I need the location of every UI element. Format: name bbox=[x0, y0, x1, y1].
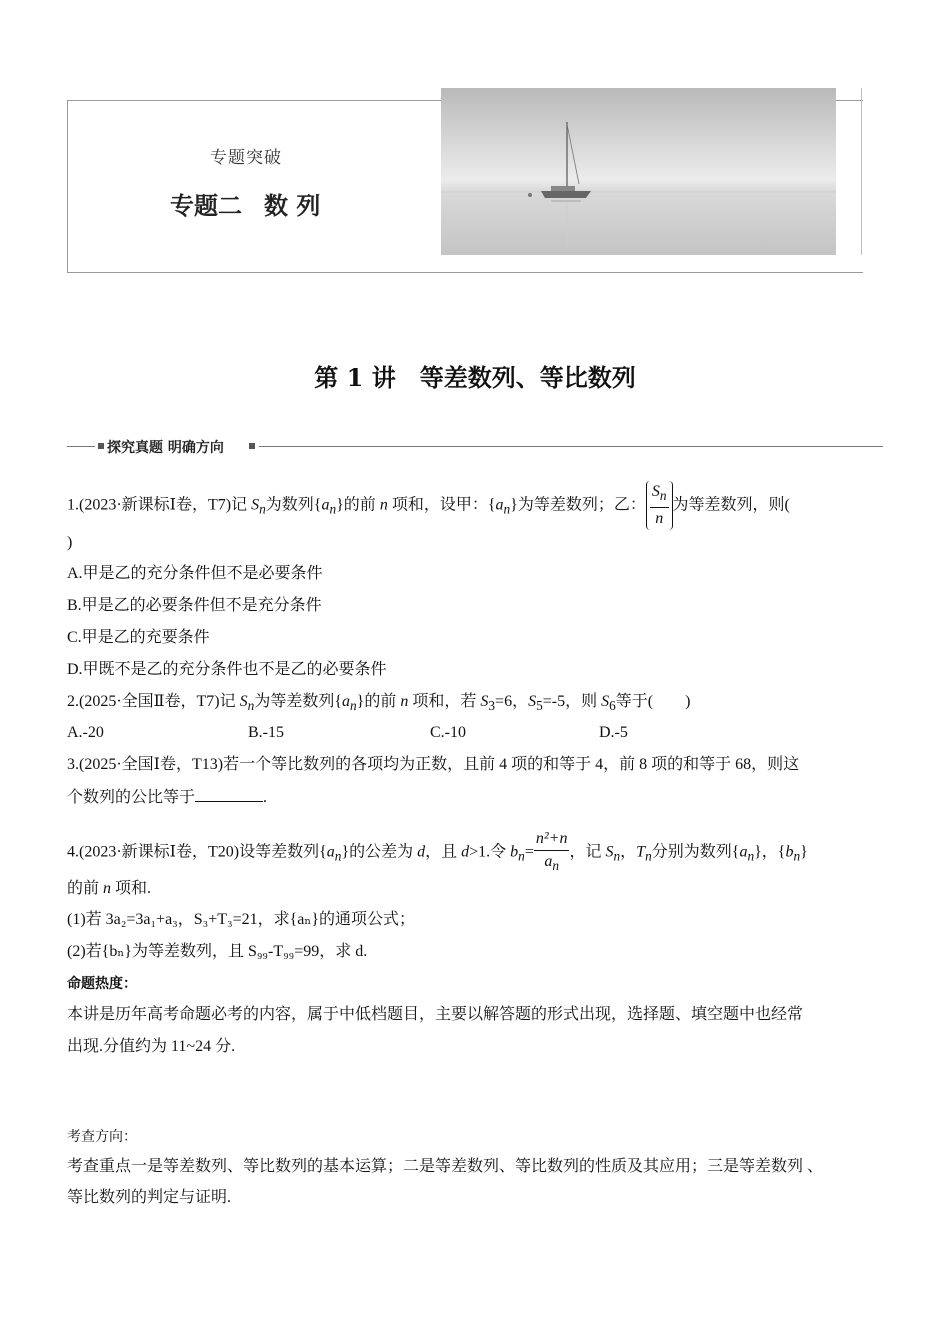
direction-heading: 考查方向： bbox=[67, 1129, 137, 1145]
direction-line2: 等比数列的判定与证明. bbox=[67, 1189, 232, 1206]
section-heading: 探究真题 明确方向 bbox=[107, 440, 224, 456]
q4-part2: (2)若{bₙ}为等差数列，且 S₉₉-T₉₉=99，求 d. bbox=[67, 943, 368, 960]
q2-option-d: D.-5 bbox=[599, 724, 628, 741]
heat-heading: 命题热度： bbox=[67, 976, 137, 992]
heat-line1: 本讲是历年高考命题必考的内容，属于中低档题目，主要以解答题的形式出现，选择题、填空题中也经常 bbox=[67, 1006, 804, 1023]
bn-fraction: $\frac{\text{n²+n}}{a_n}$ bbox=[535, 830, 568, 874]
q4-stem: 4.(2023·新课标Ⅰ卷，T20)设等差数列$\{a_n\}$的公差为 d，且 d>1.令 $b_n=$ $\frac{\text{n²+n}}{a_n}$ ，记 $S_n$，$T_n$分别为数列$\{a_n\}$，$\{b_n\}$ bbox=[67, 828, 808, 877]
fraction-set: $\frac{S_n}{n}$ bbox=[646, 481, 673, 530]
q1-option-b: B.甲是乙的必要条件但不是充分条件 bbox=[67, 597, 322, 614]
q1-option-a: A.甲是乙的充分条件但不是必要条件 bbox=[67, 565, 323, 582]
banner-title-part2: 数 列 bbox=[264, 192, 321, 220]
q4-line2: 的前 n 项和. bbox=[67, 880, 152, 897]
square-bullet-icon bbox=[98, 443, 104, 449]
banner-title-part1: 专题二 bbox=[170, 192, 242, 220]
q1-stem: 1.(2023·新课标Ⅰ卷，T7)记 $S_n$为数列$\{a_n\}$的前 n 项和，设甲：$\{a_n\}$为等差数列；乙： $\frac{S_n}{n}$ 为等差数列，则( bbox=[67, 481, 790, 530]
q2-option-b: B.-15 bbox=[248, 724, 284, 741]
lecture-title: 第 1 讲 等差数列、等比数列 bbox=[314, 363, 636, 392]
square-bullet-icon bbox=[249, 443, 255, 449]
answer-blank[interactable] bbox=[195, 786, 263, 802]
q2-stem: 2.(2025·全国Ⅱ卷，T7)记 $S_n$为等差数列$\{a_n\}$的前 n 项和，若 $S_3=6$，$S_5=-5$，则 $S_6$等于( ) bbox=[67, 693, 691, 714]
banner-subtitle: 专题突破 bbox=[210, 148, 282, 168]
q1-option-c: C.甲是乙的充要条件 bbox=[67, 629, 210, 646]
sailboat-photo bbox=[441, 88, 836, 255]
section-divider bbox=[67, 437, 883, 457]
direction-line1: 考查重点一是等差数列、等比数列的基本运算；二是等差数列、等比数列的性质及其应用；三是等差数列 、 bbox=[67, 1158, 824, 1175]
q3-line1: 3.(2025·全国Ⅰ卷，T13)若一个等比数列的各项均为正数，且前 4 项的和等于 4，前 8 项的和等于 68，则这 bbox=[67, 756, 800, 773]
q2-option-c: C.-10 bbox=[430, 724, 466, 741]
q3-line2: 个数列的公比等于 . bbox=[67, 786, 267, 808]
q1-option-d: D.甲既不是乙的充分条件也不是乙的必要条件 bbox=[67, 661, 387, 678]
heat-line2: 出现.分值约为 11~24 分. bbox=[67, 1038, 236, 1055]
banner-title bbox=[170, 186, 320, 221]
q2-option-a: A.-20 bbox=[67, 724, 104, 741]
q1-close-paren: ) bbox=[67, 534, 73, 551]
banner-edge bbox=[861, 88, 862, 255]
q4-part1: (1)若 3a₂=3a₁+a₃，S₃+T₃=21，求{aₙ}的通项公式； bbox=[67, 911, 416, 928]
